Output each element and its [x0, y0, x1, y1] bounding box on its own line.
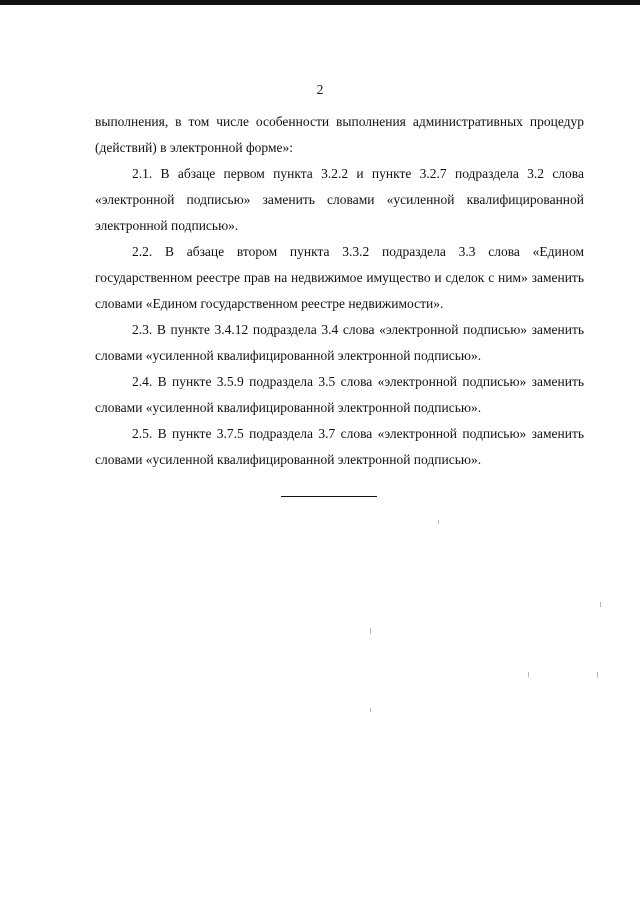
scan-artifact: [528, 672, 529, 677]
scan-top-border: [0, 0, 640, 5]
paragraph-2-2: 2.2. В абзаце втором пункта 3.3.2 подраздела 3.3 слова «Едином государственном реестре прав на недвижимое имущество и сделок с ним» заменить словами «Едином государственном реестре недвижимости».: [95, 244, 584, 311]
scan-artifact: [597, 672, 598, 678]
paragraph-2-4: 2.4. В пункте 3.5.9 подраздела 3.5 слова «электронной подписью» заменить словами «усиленной квалифицированной электронной подписью».: [95, 374, 584, 415]
scan-artifact: [370, 628, 371, 634]
scan-artifact: [438, 520, 439, 524]
paragraph-2-5: 2.5. В пункте 3.7.5 подраздела 3.7 слова «электронной подписью» заменить словами «усиленной квалифицированной электронной подписью».: [95, 426, 584, 467]
document-body: [95, 109, 584, 473]
scan-artifact: [600, 602, 601, 607]
paragraph-2-3: 2.3. В пункте 3.4.12 подраздела 3.4 слова «электронной подписью» заменить словами «усиленной квалифицированной электронной подписью».: [95, 322, 584, 363]
paragraph-continuation: выполнения, в том числе особенности выполнения административных процедур (действий) в электронной форме»:: [95, 114, 584, 155]
page-number: 2: [316, 82, 324, 97]
paragraph-2-1: 2.1. В абзаце первом пункта 3.2.2 и пункте 3.2.7 подраздела 3.2 слова «электронной подписью» заменить словами «усиленной квалифицированной электронной подписью».: [95, 166, 584, 233]
end-of-text-rule: [281, 496, 377, 497]
scan-artifact: [370, 708, 371, 712]
